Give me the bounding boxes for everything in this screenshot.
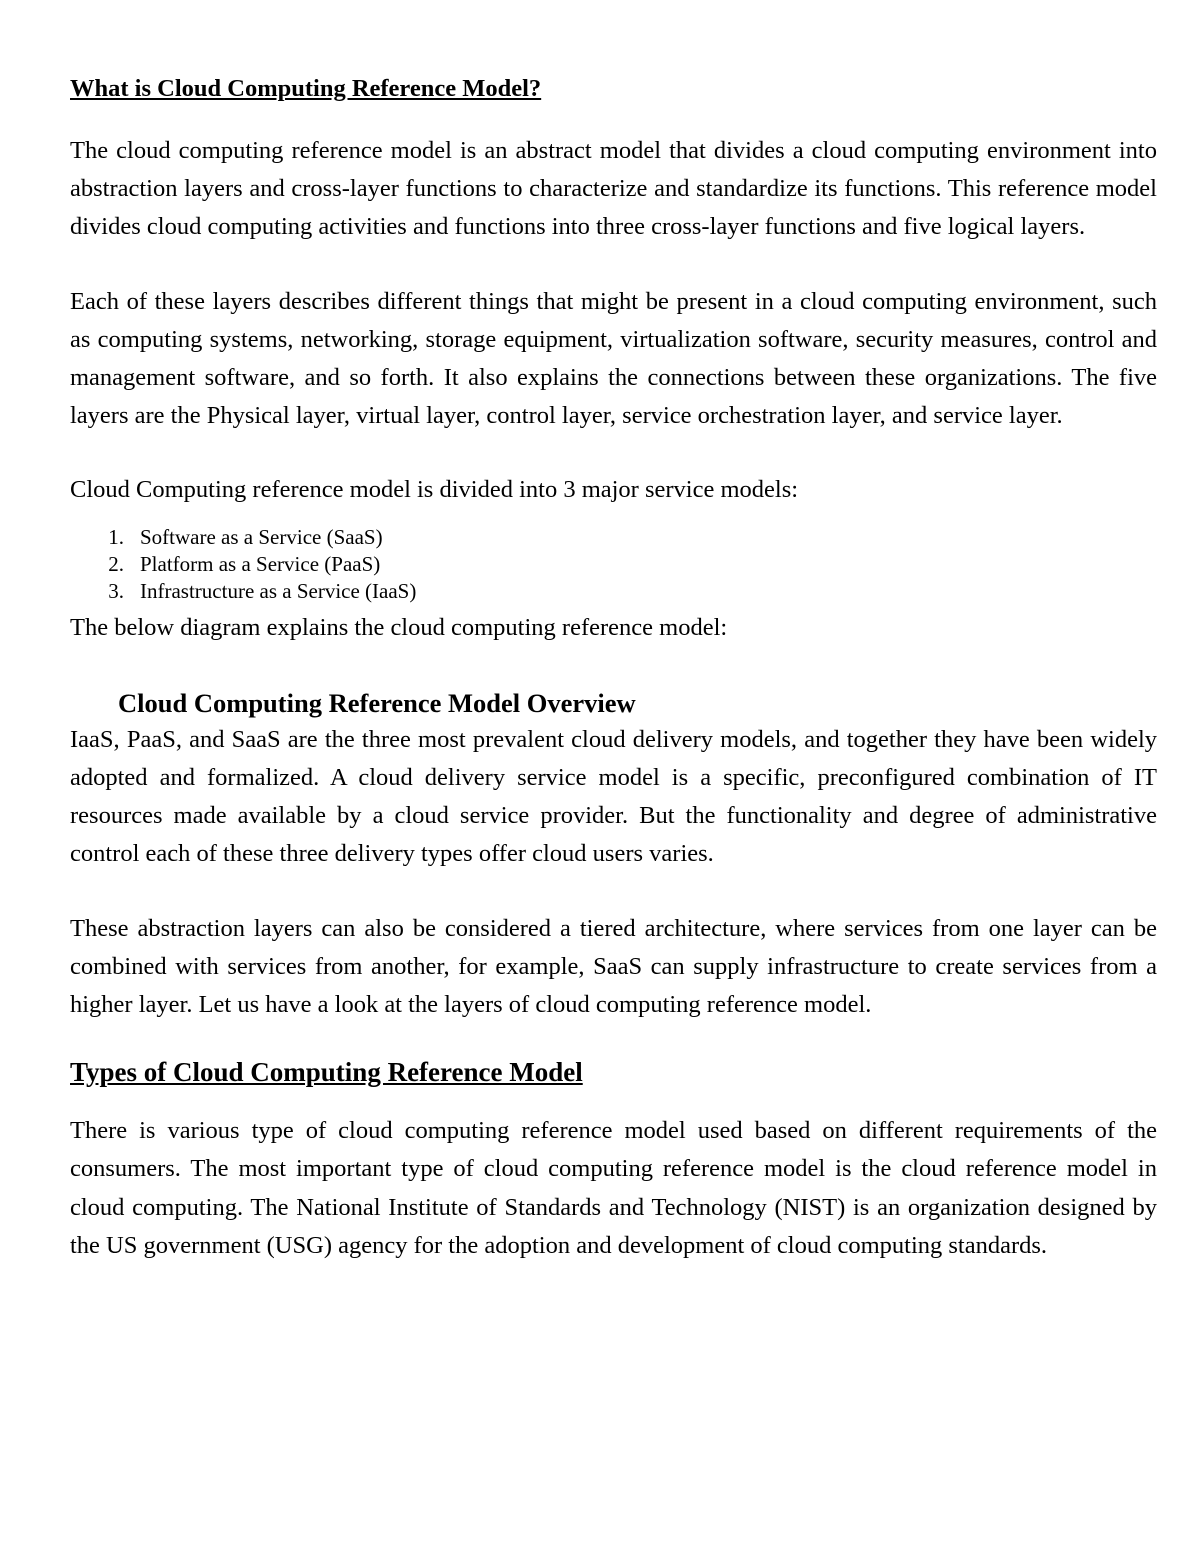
- list-text: Infrastructure as a Service (IaaS): [140, 578, 417, 603]
- list-text: Software as a Service (SaaS): [140, 524, 383, 549]
- paragraph-service-models: Cloud Computing reference model is divided into 3 major service models:: [70, 476, 799, 504]
- list-number: 3.: [108, 578, 124, 603]
- paragraph-diagram-intro: The below diagram explains the cloud computing reference model:: [70, 613, 728, 641]
- paragraph-tiered-architecture: These abstraction layers can also be considered a tiered architecture, where services from one layer can be combined with services from another, for example, SaaS can supply infrastructure to create services from a higher layer. Let us have a look at the layers of cloud computing reference model.: [70, 914, 1157, 1019]
- heading-reference-model-overview: Cloud Computing Reference Model Overview: [118, 687, 636, 718]
- list-item: [70, 551, 1157, 578]
- heading-what-is-reference-model: What is Cloud Computing Reference Model?: [70, 75, 542, 102]
- paragraph-layers: Each of these layers describes different things that might be present in a cloud computing environment, such as computing systems, networking, storage equipment, virtualization software, security measures, control and management software, and so forth. It also explains the connections between these organizations. The five layers are the Physical layer, virtual layer, control layer, service orchestration layer, and service layer.: [70, 287, 1157, 430]
- paragraph-delivery-models: IaaS, PaaS, and SaaS are the three most prevalent cloud delivery models, and together they have been widely adopted and formalized. A cloud delivery service model is a specific, preconfigured combination of IT resources made available by a cloud service provider. But the functionality and degree of administrative control each of these three delivery types offer cloud users varies.: [70, 725, 1157, 868]
- paragraph-intro: The cloud computing reference model is an abstract model that divides a cloud computing environment into abstraction layers and cross-layer functions to characterize and standardize its functions. This reference model divides cloud computing activities and functions into three cross-layer functions and five logical layers.: [70, 137, 1157, 241]
- list-text: Platform as a Service (PaaS): [140, 551, 381, 576]
- list-item: [70, 578, 1157, 605]
- document-page: [70, 72, 1157, 1265]
- list-number: 1.: [108, 524, 124, 549]
- list-number: 2.: [108, 551, 124, 576]
- list-item: [70, 524, 1157, 551]
- paragraph-nist: There is various type of cloud computing reference model used based on different requirements of the consumers. The most important type of cloud computing reference model is the cloud reference model in cloud computing. The National Institute of Standards and Technology (NIST) is an organization designed by the US government (USG) agency for the adoption and development of cloud computing standards.: [70, 1117, 1157, 1259]
- service-model-list: [70, 524, 1157, 605]
- heading-types-of-reference-model: Types of Cloud Computing Reference Model: [70, 1057, 583, 1088]
